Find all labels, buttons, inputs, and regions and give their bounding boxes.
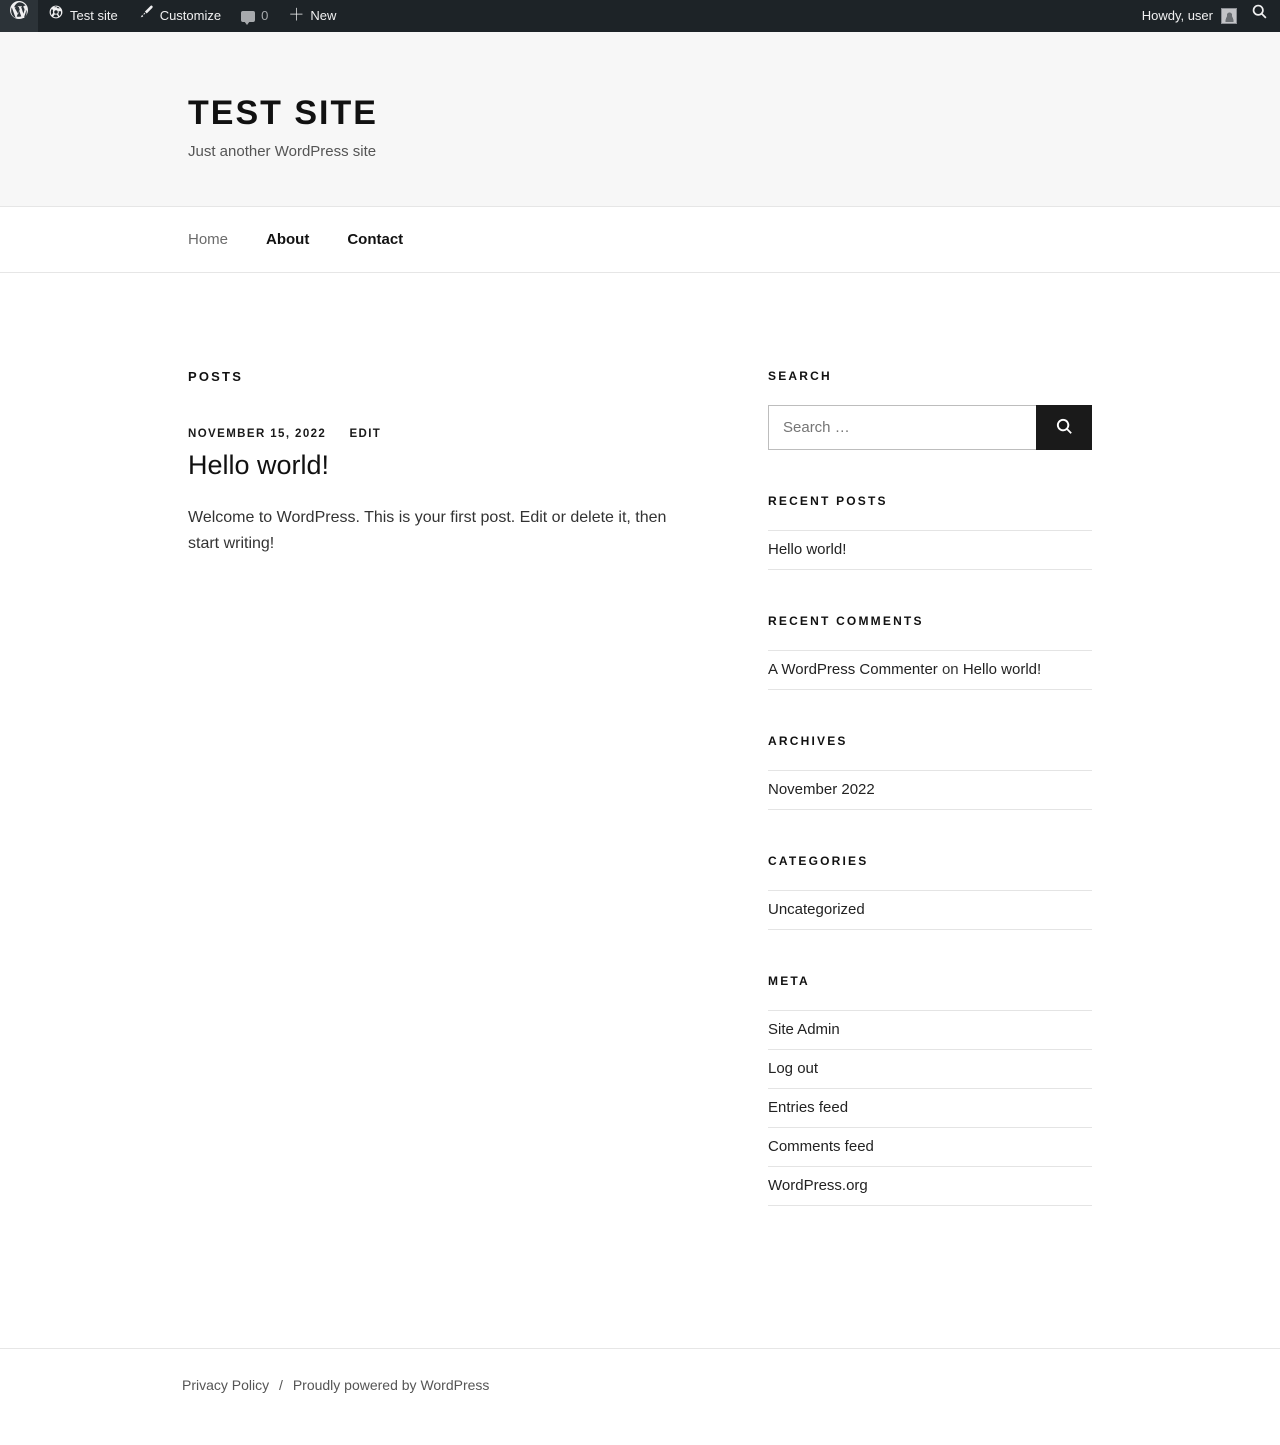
post-body-text: Welcome to WordPress. This is your first post. Edit or delete it, then start writing! bbox=[188, 509, 667, 553]
post-edit-link[interactable]: EDIT bbox=[349, 428, 382, 440]
admin-bar-site-name[interactable] bbox=[38, 0, 128, 32]
footer-credit-link[interactable]: Proudly powered by WordPress bbox=[292, 1377, 490, 1393]
nav-item-contact[interactable] bbox=[347, 231, 403, 249]
sidebar bbox=[768, 369, 1092, 1250]
post-title-text: Hello world! bbox=[188, 450, 330, 480]
comment-on-word: on bbox=[941, 661, 959, 678]
widget-recent-comments-title: RECENT COMMENTS bbox=[768, 614, 924, 628]
footer-separator: / bbox=[279, 1377, 283, 1393]
meta-link-entries-feed[interactable]: Entries feed bbox=[768, 1099, 849, 1116]
admin-bar-customize[interactable] bbox=[128, 0, 231, 32]
admin-bar-comments-count: 0 bbox=[261, 8, 269, 23]
site-footer bbox=[0, 1348, 1280, 1433]
admin-bar-new[interactable] bbox=[278, 0, 346, 32]
categories-list bbox=[768, 890, 1092, 930]
meta-link-wordpress-org[interactable]: WordPress.org bbox=[768, 1177, 868, 1194]
widget-recent-comments bbox=[768, 614, 1092, 690]
nav-link-contact[interactable]: Contact bbox=[347, 230, 404, 248]
recent-post-link[interactable]: Hello world! bbox=[768, 541, 847, 558]
post-title[interactable] bbox=[188, 450, 694, 481]
recent-posts-list bbox=[768, 530, 1092, 570]
nav-item-home[interactable] bbox=[188, 231, 228, 249]
list-item[interactable] bbox=[768, 1128, 1092, 1167]
widget-meta bbox=[768, 974, 1092, 1206]
list-item[interactable] bbox=[768, 770, 1092, 810]
post-content bbox=[188, 505, 694, 558]
nav-link-home[interactable]: Home bbox=[188, 230, 229, 248]
search-submit-button[interactable] bbox=[1036, 405, 1092, 450]
archive-link[interactable]: November 2022 bbox=[768, 781, 875, 798]
widget-recent-posts-title: RECENT POSTS bbox=[768, 494, 888, 508]
list-item[interactable] bbox=[768, 1167, 1092, 1206]
widget-search-title: SEARCH bbox=[768, 369, 832, 383]
paintbrush-icon bbox=[138, 0, 154, 32]
list-item[interactable] bbox=[768, 1089, 1092, 1128]
footer-inner bbox=[0, 1377, 1280, 1393]
site-icon bbox=[48, 0, 64, 32]
archives-list bbox=[768, 770, 1092, 810]
comment-post-link[interactable]: Hello world! bbox=[962, 661, 1042, 678]
meta-link-log-out[interactable]: Log out bbox=[768, 1060, 819, 1077]
widget-recent-posts bbox=[768, 494, 1092, 570]
meta-link-site-admin[interactable]: Site Admin bbox=[768, 1021, 840, 1038]
comment-bubble-icon bbox=[241, 11, 255, 22]
widget-categories bbox=[768, 854, 1092, 930]
admin-bar-comments[interactable] bbox=[231, 0, 278, 32]
admin-bar-howdy-label: Howdy, user bbox=[1141, 8, 1213, 23]
list-item[interactable] bbox=[768, 1010, 1092, 1050]
list-item[interactable] bbox=[768, 890, 1092, 930]
list-item[interactable] bbox=[768, 530, 1092, 570]
wordpress-logo-button[interactable] bbox=[0, 0, 38, 32]
category-link[interactable]: Uncategorized bbox=[768, 901, 865, 918]
wp-admin-bar bbox=[0, 0, 1280, 32]
primary-navigation bbox=[0, 207, 1280, 273]
nav-link-about[interactable]: About bbox=[266, 230, 310, 248]
site-title[interactable]: TEST SITE bbox=[188, 94, 378, 132]
comment-author: A WordPress Commenter bbox=[768, 661, 938, 678]
list-item[interactable] bbox=[768, 1050, 1092, 1089]
post-meta bbox=[188, 428, 694, 440]
widget-archives-title: ARCHIVES bbox=[768, 734, 848, 748]
site-header-inner bbox=[0, 94, 1280, 160]
meta-list bbox=[768, 1010, 1092, 1206]
widget-archives bbox=[768, 734, 1092, 810]
page-title: POSTS bbox=[188, 369, 244, 384]
meta-link-comments-feed[interactable]: Comments feed bbox=[768, 1138, 874, 1155]
admin-bar-right-group bbox=[1132, 0, 1280, 32]
recent-comments-list bbox=[768, 650, 1092, 690]
nav-item-about[interactable] bbox=[266, 231, 309, 249]
search-icon bbox=[1251, 0, 1268, 32]
search-icon bbox=[1055, 417, 1074, 439]
admin-bar-search-button[interactable] bbox=[1245, 0, 1280, 32]
admin-bar-site-name-label: Test site bbox=[70, 8, 118, 23]
widget-search bbox=[768, 369, 1092, 450]
admin-bar-new-label: New bbox=[310, 8, 337, 23]
content-area bbox=[0, 273, 1280, 1250]
search-form bbox=[768, 405, 1092, 450]
admin-bar-customize-label: Customize bbox=[159, 8, 222, 23]
avatar bbox=[1221, 8, 1237, 24]
post-date-link[interactable]: NOVEMBER 15, 2022 bbox=[188, 428, 327, 440]
post-article bbox=[188, 428, 694, 558]
widget-meta-title: META bbox=[768, 974, 810, 988]
site-description: Just another WordPress site bbox=[188, 143, 377, 160]
site-header bbox=[0, 32, 1280, 207]
wordpress-logo-icon bbox=[9, 0, 29, 32]
footer-privacy-policy-link[interactable]: Privacy Policy bbox=[182, 1377, 270, 1393]
main-content bbox=[188, 369, 694, 558]
widget-categories-title: CATEGORIES bbox=[768, 854, 869, 868]
nav-list bbox=[0, 231, 591, 249]
admin-bar-my-account[interactable] bbox=[1132, 0, 1245, 32]
list-item[interactable] bbox=[768, 650, 1092, 690]
search-input[interactable] bbox=[768, 405, 1036, 450]
plus-icon: ＋ bbox=[288, 7, 305, 24]
